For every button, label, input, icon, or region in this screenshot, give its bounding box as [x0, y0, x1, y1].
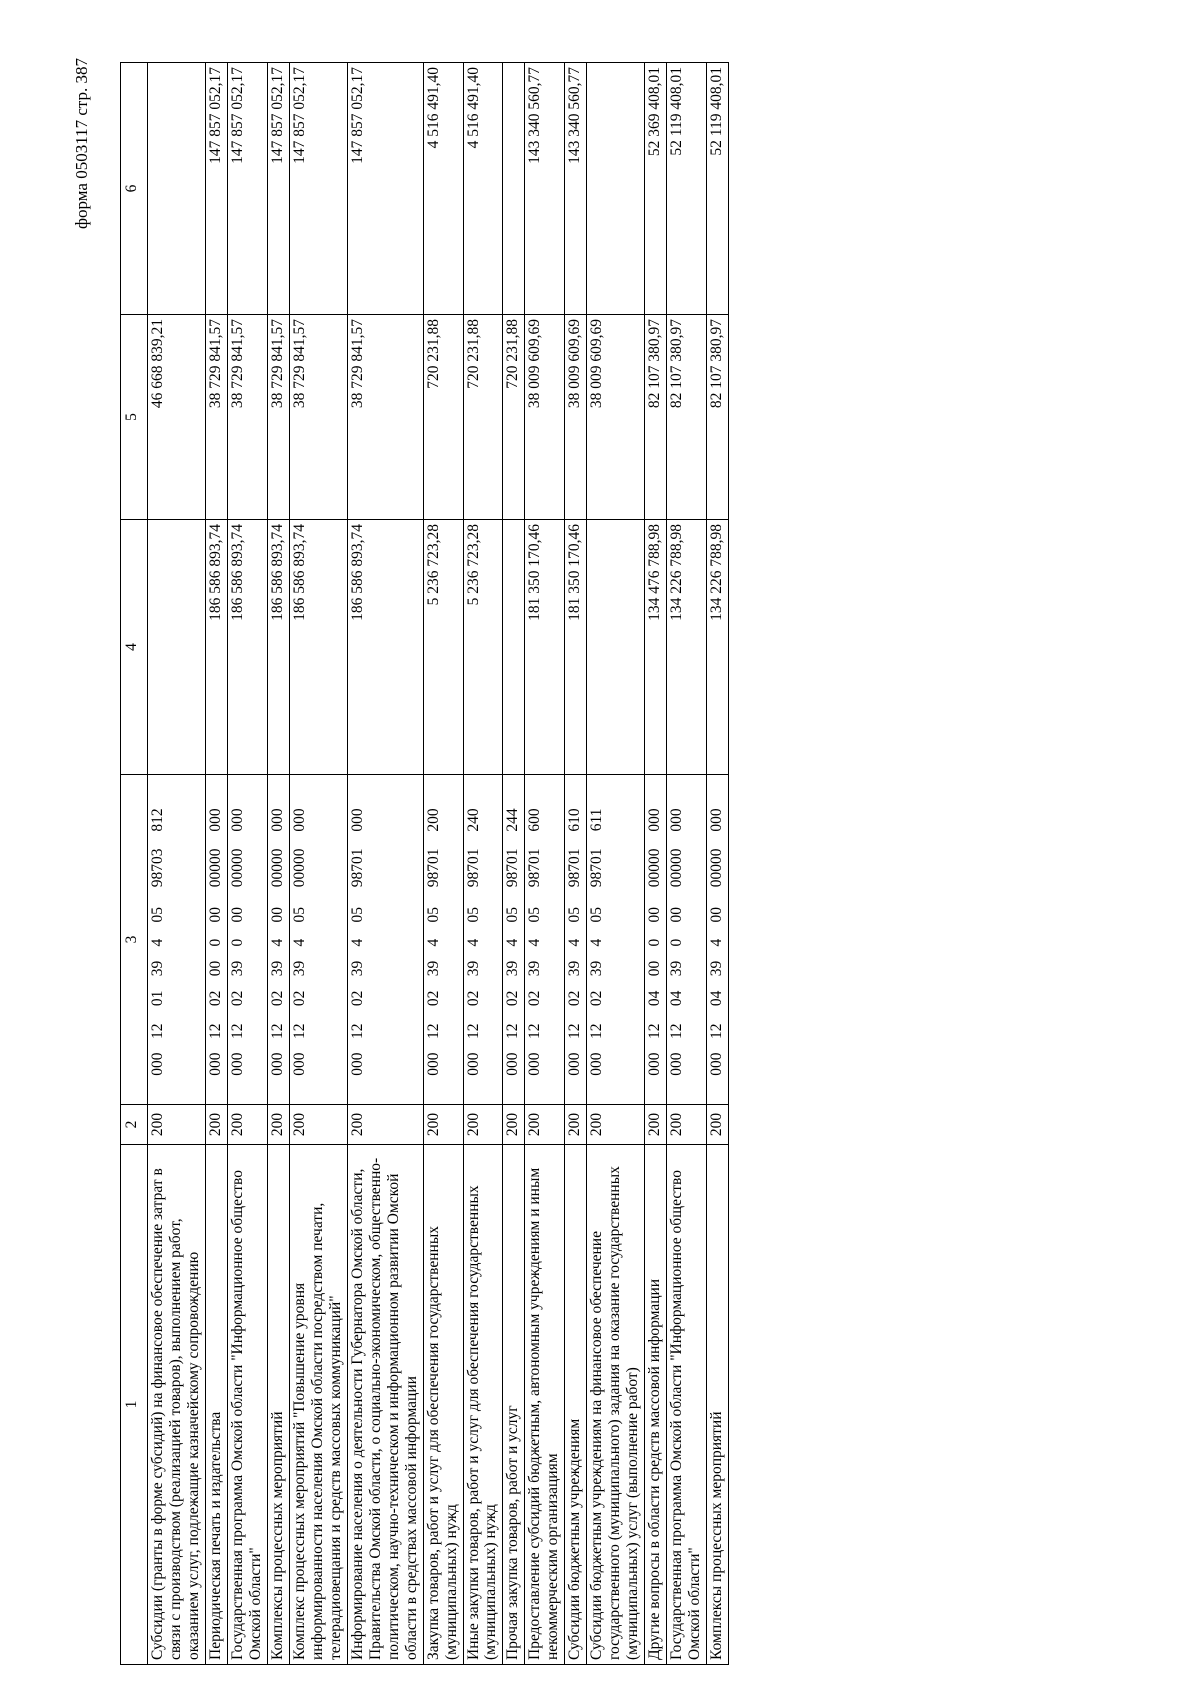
row-name: Другие вопросы в области средств массовой информации [645, 1145, 667, 1665]
code-part: 000 [228, 808, 246, 832]
row-approved-amount: 134 476 788,98 [645, 520, 667, 775]
code-part: 12 [424, 1023, 442, 1039]
code-part: 4 [348, 938, 366, 947]
row-name: Субсидии бюджетным учреждениям [565, 1145, 587, 1665]
row-unexecuted-amount: 143 340 560,77 [565, 63, 587, 315]
row-executed-amount: 38 729 841,57 [227, 315, 267, 520]
code-part: 4 [708, 938, 726, 947]
report-table [120, 62, 729, 1665]
code-part: 05 [588, 906, 606, 923]
code-part: 39 [708, 960, 726, 977]
code-part: 05 [149, 906, 166, 923]
code-part: 000 [668, 1052, 686, 1076]
row-unexecuted-amount: 4 516 491,40 [463, 63, 503, 315]
row-line-code: 200 [503, 1105, 525, 1145]
row-name: Комплексы процессных мероприятий [707, 1145, 729, 1665]
code-part: 02 [268, 990, 286, 1007]
table-row [205, 63, 227, 1665]
code-part: 39 [566, 960, 584, 977]
code-part: 812 [149, 808, 166, 832]
code-part: 000 [206, 808, 224, 832]
code-part: 12 [526, 1023, 544, 1039]
code-part: 02 [290, 990, 308, 1007]
code-part: 000 [566, 1052, 584, 1076]
row-executed-amount: 38 729 841,57 [205, 315, 227, 520]
code-part: 05 [348, 906, 366, 923]
row-classification-code [667, 775, 707, 1105]
row-name: Информирование населения о деятельности Губернатора Омской области, Правительства Омской области, о социально-экономическом, общественно-политическом, научно-техническом и информационном развитии Омской области в средствах массовой информации [347, 1145, 423, 1665]
rotated-report-sheet [72, 50, 1120, 1665]
row-executed-amount: 38 009 609,69 [587, 315, 645, 520]
code-part: 98703 [149, 848, 166, 888]
row-approved-amount [587, 520, 645, 775]
code-part: 98701 [526, 848, 544, 888]
row-executed-amount: 38 729 841,57 [347, 315, 423, 520]
row-approved-amount [503, 520, 525, 775]
table-row [148, 63, 206, 1665]
code-part: 02 [504, 990, 522, 1007]
row-name: Прочая закупка товаров, работ и услуг [503, 1145, 525, 1665]
code-part: 4 [268, 938, 286, 947]
code-part: 98701 [566, 848, 584, 888]
code-part: 39 [228, 960, 246, 977]
row-classification-code [463, 775, 503, 1105]
code-part: 00000 [268, 848, 286, 888]
row-line-code: 200 [587, 1105, 645, 1145]
row-line-code: 200 [205, 1105, 227, 1145]
code-part: 0 [646, 938, 664, 947]
row-classification-code [267, 775, 289, 1105]
code-part: 000 [588, 1052, 606, 1076]
code-part: 00 [646, 906, 664, 923]
code-part: 00 [268, 906, 286, 923]
code-part: 12 [668, 1023, 686, 1039]
table-row [587, 63, 645, 1665]
row-classification-code [503, 775, 525, 1105]
code-part: 12 [206, 1023, 224, 1039]
code-part: 12 [708, 1023, 726, 1039]
row-name: Комплексы процессных мероприятий [267, 1145, 289, 1665]
code-part: 12 [646, 1023, 664, 1039]
code-part: 98701 [588, 848, 606, 888]
code-part: 98701 [348, 848, 366, 888]
row-classification-code [423, 775, 463, 1105]
row-name: Субсидии (гранты в форме субсидий) на финансовое обеспечение затрат в связи с производством (реализацией товаров), выполнением работ, оказанием услуг, подлежащие казначейскому сопровождению [148, 1145, 206, 1665]
code-part: 04 [668, 990, 686, 1007]
code-part: 0 [228, 938, 246, 947]
table-row [667, 63, 707, 1665]
column-header: 1 [121, 1145, 148, 1665]
row-approved-amount: 134 226 788,98 [667, 520, 707, 775]
table-row [707, 63, 729, 1665]
code-part: 02 [228, 990, 246, 1007]
code-part: 244 [504, 808, 522, 832]
code-part: 02 [526, 990, 544, 1007]
row-executed-amount: 46 668 839,21 [148, 315, 206, 520]
row-unexecuted-amount [587, 63, 645, 315]
row-classification-code [289, 775, 347, 1105]
code-part: 01 [149, 990, 166, 1007]
row-line-code: 200 [148, 1105, 206, 1145]
row-unexecuted-amount: 52 119 408,01 [707, 63, 729, 315]
code-part: 000 [206, 1052, 224, 1076]
row-line-code: 200 [289, 1105, 347, 1145]
row-approved-amount [148, 520, 206, 775]
code-part: 05 [424, 906, 442, 923]
code-part: 02 [588, 990, 606, 1007]
code-part: 4 [526, 938, 544, 947]
code-part: 39 [668, 960, 686, 977]
code-part: 000 [228, 1052, 246, 1076]
code-part: 200 [424, 808, 442, 832]
row-approved-amount: 181 350 170,46 [565, 520, 587, 775]
column-header: 6 [121, 63, 148, 315]
code-part: 12 [228, 1023, 246, 1039]
code-part: 39 [424, 960, 442, 977]
row-line-code: 200 [667, 1105, 707, 1145]
row-unexecuted-amount: 147 857 052,17 [227, 63, 267, 315]
row-approved-amount: 134 226 788,98 [707, 520, 729, 775]
row-name: Закупка товаров, работ и услуг для обеспечения государственных (муниципальных) нужд [423, 1145, 463, 1665]
code-part: 00000 [206, 848, 224, 888]
row-unexecuted-amount [148, 63, 206, 315]
code-part: 04 [646, 990, 664, 1007]
row-executed-amount: 38 009 609,69 [525, 315, 565, 520]
table-row [227, 63, 267, 1665]
table-row [503, 63, 525, 1665]
header-row [121, 63, 148, 1665]
row-unexecuted-amount [503, 63, 525, 315]
code-part: 000 [149, 1052, 166, 1076]
row-unexecuted-amount: 147 857 052,17 [289, 63, 347, 315]
code-part: 00 [708, 906, 726, 923]
code-part: 00 [228, 906, 246, 923]
column-header: 2 [121, 1105, 148, 1145]
row-line-code: 200 [347, 1105, 423, 1145]
table-row [347, 63, 423, 1665]
code-part: 02 [464, 990, 482, 1007]
row-classification-code [565, 775, 587, 1105]
row-executed-amount: 38 729 841,57 [267, 315, 289, 520]
code-part: 4 [588, 938, 606, 947]
code-part: 0 [206, 938, 224, 947]
row-executed-amount: 82 107 380,97 [707, 315, 729, 520]
row-executed-amount: 720 231,88 [463, 315, 503, 520]
code-part: 000 [348, 1052, 366, 1076]
code-part: 611 [588, 808, 606, 832]
code-part: 000 [646, 808, 664, 832]
row-line-code: 200 [423, 1105, 463, 1145]
row-line-code: 200 [525, 1105, 565, 1145]
code-part: 39 [464, 960, 482, 977]
table-row [423, 63, 463, 1665]
row-classification-code [227, 775, 267, 1105]
code-part: 12 [290, 1023, 308, 1039]
code-part: 02 [348, 990, 366, 1007]
row-approved-amount: 186 586 893,74 [205, 520, 227, 775]
row-approved-amount: 186 586 893,74 [267, 520, 289, 775]
row-approved-amount: 186 586 893,74 [289, 520, 347, 775]
code-part: 00 [206, 906, 224, 923]
table-row [289, 63, 347, 1665]
row-approved-amount: 5 236 723,28 [423, 520, 463, 775]
code-part: 4 [566, 938, 584, 947]
code-part: 0 [668, 938, 686, 947]
row-unexecuted-amount: 147 857 052,17 [347, 63, 423, 315]
code-part: 000 [646, 1052, 664, 1076]
code-part: 000 [708, 1052, 726, 1076]
code-part: 05 [504, 906, 522, 923]
code-part: 00 [668, 906, 686, 923]
column-header: 3 [121, 775, 148, 1105]
row-name: Иные закупки товаров, работ и услуг для обеспечения государственных (муниципальных) нужд [463, 1145, 503, 1665]
code-part: 39 [526, 960, 544, 977]
row-executed-amount: 720 231,88 [503, 315, 525, 520]
code-part: 4 [504, 938, 522, 947]
row-executed-amount: 82 107 380,97 [645, 315, 667, 520]
row-classification-code [148, 775, 206, 1105]
row-classification-code [525, 775, 565, 1105]
code-part: 4 [149, 938, 166, 947]
table-row [525, 63, 565, 1665]
code-part: 000 [464, 1052, 482, 1076]
code-part: 39 [268, 960, 286, 977]
row-name: Государственная программа Омской области "Информационное общество Омской области" [227, 1145, 267, 1665]
row-line-code: 200 [645, 1105, 667, 1145]
code-part: 39 [588, 960, 606, 977]
code-part: 000 [424, 1052, 442, 1076]
row-name: Субсидии бюджетным учреждениям на финансовое обеспечение государственного (муниципального) задания на оказание государственных (муниципальных) услуг (выполнение работ) [587, 1145, 645, 1665]
code-part: 12 [566, 1023, 584, 1039]
code-part: 4 [464, 938, 482, 947]
code-part: 05 [290, 906, 308, 923]
code-part: 12 [268, 1023, 286, 1039]
code-part: 00000 [668, 848, 686, 888]
code-part: 610 [566, 808, 584, 832]
code-part: 39 [348, 960, 366, 977]
row-executed-amount: 38 009 609,69 [565, 315, 587, 520]
row-name: Комплекс процессных мероприятий "Повышение уровня информированности населения Омской области посредством печати, телерадиовещания и средств массовых коммуникаций" [289, 1145, 347, 1665]
code-part: 00000 [646, 848, 664, 888]
row-line-code: 200 [565, 1105, 587, 1145]
code-part: 00000 [708, 848, 726, 888]
code-part: 04 [708, 990, 726, 1007]
code-part: 39 [149, 960, 166, 977]
row-line-code: 200 [707, 1105, 729, 1145]
code-part: 000 [348, 808, 366, 832]
row-line-code: 200 [267, 1105, 289, 1145]
code-part: 000 [268, 1052, 286, 1076]
row-name: Государственная программа Омской области "Информационное общество Омской области" [667, 1145, 707, 1665]
code-part: 4 [290, 938, 308, 947]
column-header: 4 [121, 520, 148, 775]
row-approved-amount: 5 236 723,28 [463, 520, 503, 775]
row-line-code: 200 [463, 1105, 503, 1145]
row-classification-code [707, 775, 729, 1105]
row-classification-code [587, 775, 645, 1105]
code-part: 000 [668, 808, 686, 832]
code-part: 98701 [424, 848, 442, 888]
code-part: 12 [464, 1023, 482, 1039]
code-part: 00 [206, 960, 224, 977]
row-classification-code [205, 775, 227, 1105]
code-part: 39 [504, 960, 522, 977]
code-part: 02 [424, 990, 442, 1007]
row-unexecuted-amount: 143 340 560,77 [525, 63, 565, 315]
code-part: 05 [566, 906, 584, 923]
form-label: форма 0503117 стр. 387 [72, 58, 91, 229]
code-part: 000 [526, 1052, 544, 1076]
row-executed-amount: 720 231,88 [423, 315, 463, 520]
code-part: 12 [149, 1023, 166, 1039]
code-part: 000 [504, 1052, 522, 1076]
row-executed-amount: 82 107 380,97 [667, 315, 707, 520]
code-part: 240 [464, 808, 482, 832]
row-name: Предоставление субсидий бюджетным, автономным учреждениям и иным некоммерческим организациям [525, 1145, 565, 1665]
code-part: 05 [526, 906, 544, 923]
row-approved-amount: 186 586 893,74 [347, 520, 423, 775]
code-part: 12 [588, 1023, 606, 1039]
code-part: 000 [708, 808, 726, 832]
row-classification-code [645, 775, 667, 1105]
row-executed-amount: 38 729 841,57 [289, 315, 347, 520]
code-part: 00 [646, 960, 664, 977]
code-part: 05 [464, 906, 482, 923]
code-part: 600 [526, 808, 544, 832]
code-part: 02 [566, 990, 584, 1007]
row-name: Периодическая печать и издательства [205, 1145, 227, 1665]
row-approved-amount: 181 350 170,46 [525, 520, 565, 775]
code-part: 000 [268, 808, 286, 832]
code-part: 12 [504, 1023, 522, 1039]
table-row [645, 63, 667, 1665]
table-body [148, 63, 729, 1665]
row-approved-amount: 186 586 893,74 [227, 520, 267, 775]
code-part: 000 [290, 1052, 308, 1076]
code-part: 98701 [464, 848, 482, 888]
code-part: 12 [348, 1023, 366, 1039]
row-unexecuted-amount: 52 369 408,01 [645, 63, 667, 315]
column-header: 5 [121, 315, 148, 520]
row-unexecuted-amount: 52 119 408,01 [667, 63, 707, 315]
code-part: 98701 [504, 848, 522, 888]
table-row [267, 63, 289, 1665]
code-part: 00000 [290, 848, 308, 888]
row-classification-code [347, 775, 423, 1105]
table-row [463, 63, 503, 1665]
code-part: 4 [424, 938, 442, 947]
row-unexecuted-amount: 147 857 052,17 [205, 63, 227, 315]
row-unexecuted-amount: 147 857 052,17 [267, 63, 289, 315]
code-part: 39 [290, 960, 308, 977]
row-line-code: 200 [227, 1105, 267, 1145]
table-row [565, 63, 587, 1665]
code-part: 000 [290, 808, 308, 832]
code-part: 02 [206, 990, 224, 1007]
code-part: 00000 [228, 848, 246, 888]
row-unexecuted-amount: 4 516 491,40 [423, 63, 463, 315]
